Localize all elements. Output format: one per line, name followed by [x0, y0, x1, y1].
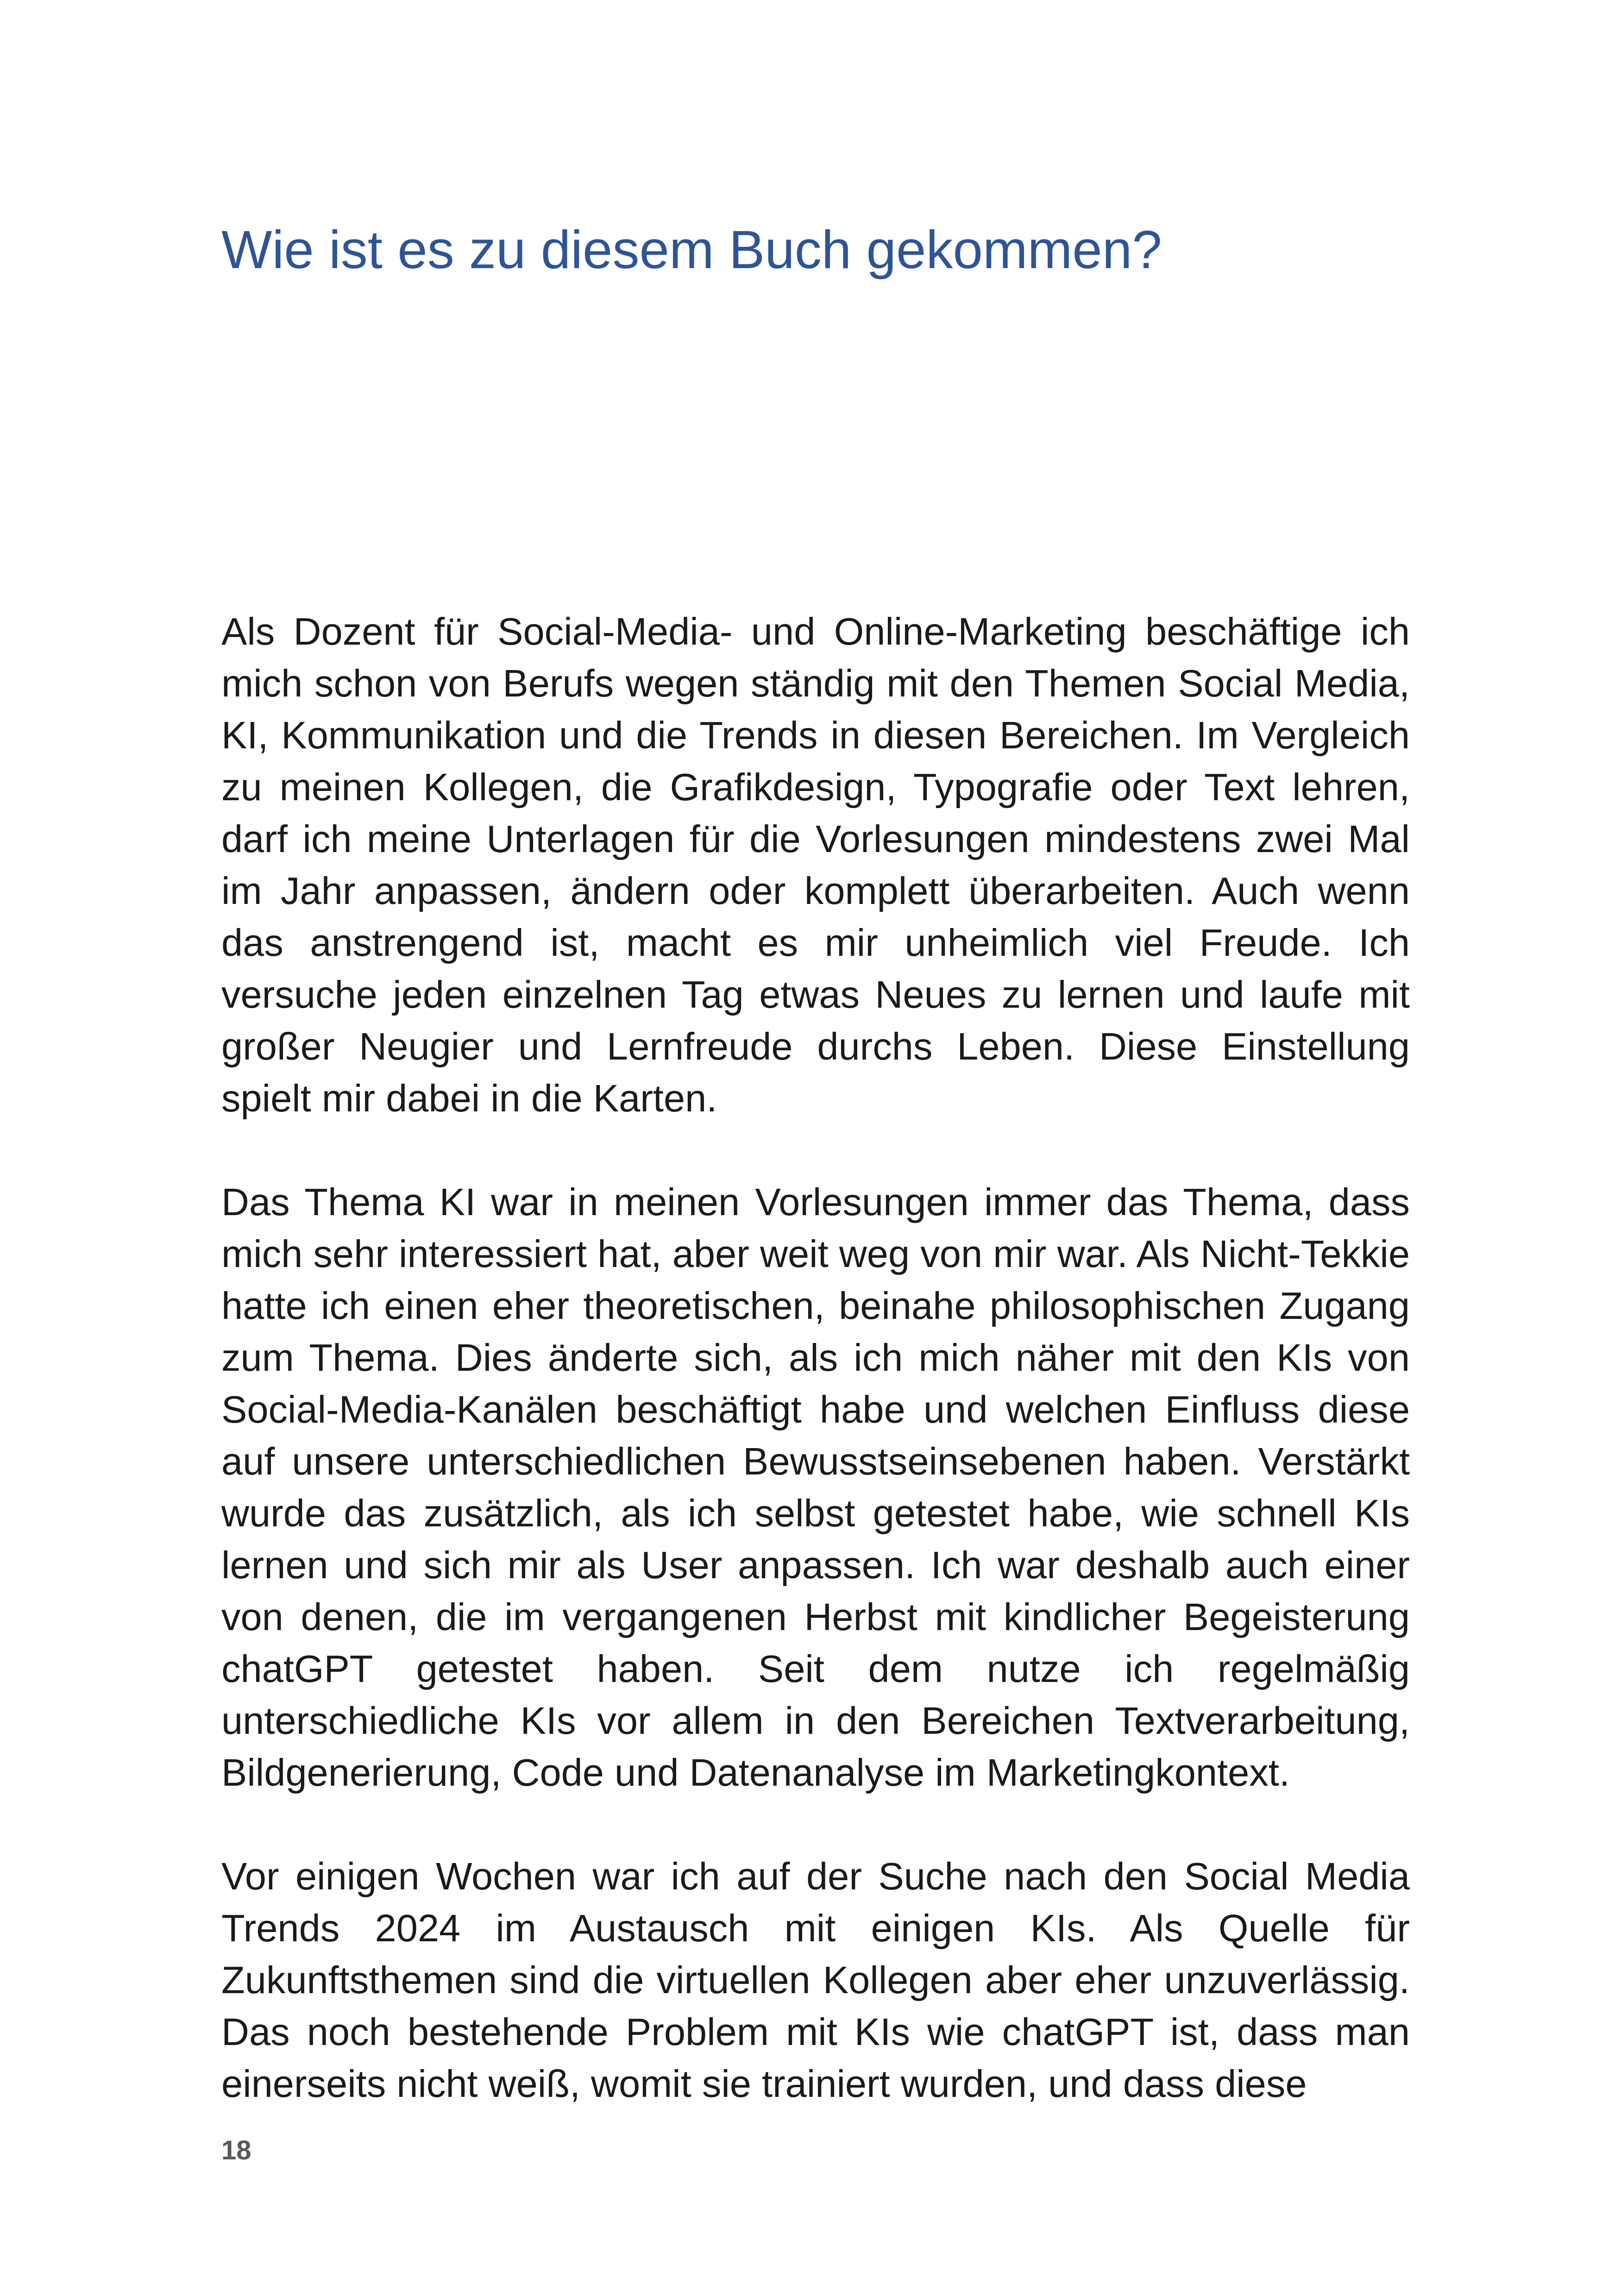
chapter-title: Wie ist es zu diesem Buch gekommen? — [221, 220, 1162, 280]
body-text — [221, 606, 1410, 2110]
paragraph-1: Als Dozent für Social-Media- und Online-Marketing beschäftige ich mich schon von Berufs wegen ständig mit den Themen Social Media, KI, Kommunikation und die Trends in diesen Bereichen. Im Vergleich zu meinen Kollegen, die Grafikdesign, Typografie oder Text lehren, darf ich meine Unterlagen für die Vorlesungen mindestens zwei Mal im Jahr anpassen, ändern oder komplett überarbeiten. Auch wenn das anstrengend ist, macht es mir unheimlich viel Freude. Ich versuche jeden einzelnen Tag etwas Neues zu lernen und laufe mit großer Neugier und Lernfreude durchs Leben. Diese Einstellung spielt mir dabei in die Karten. — [221, 610, 1410, 1120]
paragraph-2: Das Thema KI war in meinen Vorlesungen immer das Thema, dass mich sehr interessiert hat, aber weit weg von mir war. Als Nicht-Tekkie hatte ich einen eher theoretischen, beinahe philosophischen Zugang zum Thema. Dies änderte sich, als ich mich näher mit den KIs von Social-Media-Kanälen beschäftigt habe und welchen Einfluss diese auf unsere unterschiedlichen Bewusstseinsebenen haben. Verstärkt wurde das zusätzlich, als ich selbst getestet habe, wie schnell KIs lernen und sich mir als User anpassen. Ich war deshalb auch einer von denen, die im vergangenen Herbst mit kindlicher Begeisterung chatGPT getestet haben. Seit dem nutze ich regelmäßig unterschiedliche KIs vor allem in den Bereichen Textverarbeitung, Bildgenerierung, Code und Datenanalyse im Marketingkontext. — [221, 1180, 1410, 1794]
page-number: 18 — [221, 2135, 251, 2165]
paragraph-3: Vor einigen Wochen war ich auf der Suche nach den Social Media Trends 2024 im Austausch mit einigen KIs. Als Quelle für Zukunftsthemen sind die virtuellen Kollegen aber eher unzuverlässig. Das noch bestehende Problem mit KIs wie chatGPT ist, dass man einerseits nicht weiß, womit sie trainiert wurden, und dass diese — [221, 1855, 1410, 2105]
